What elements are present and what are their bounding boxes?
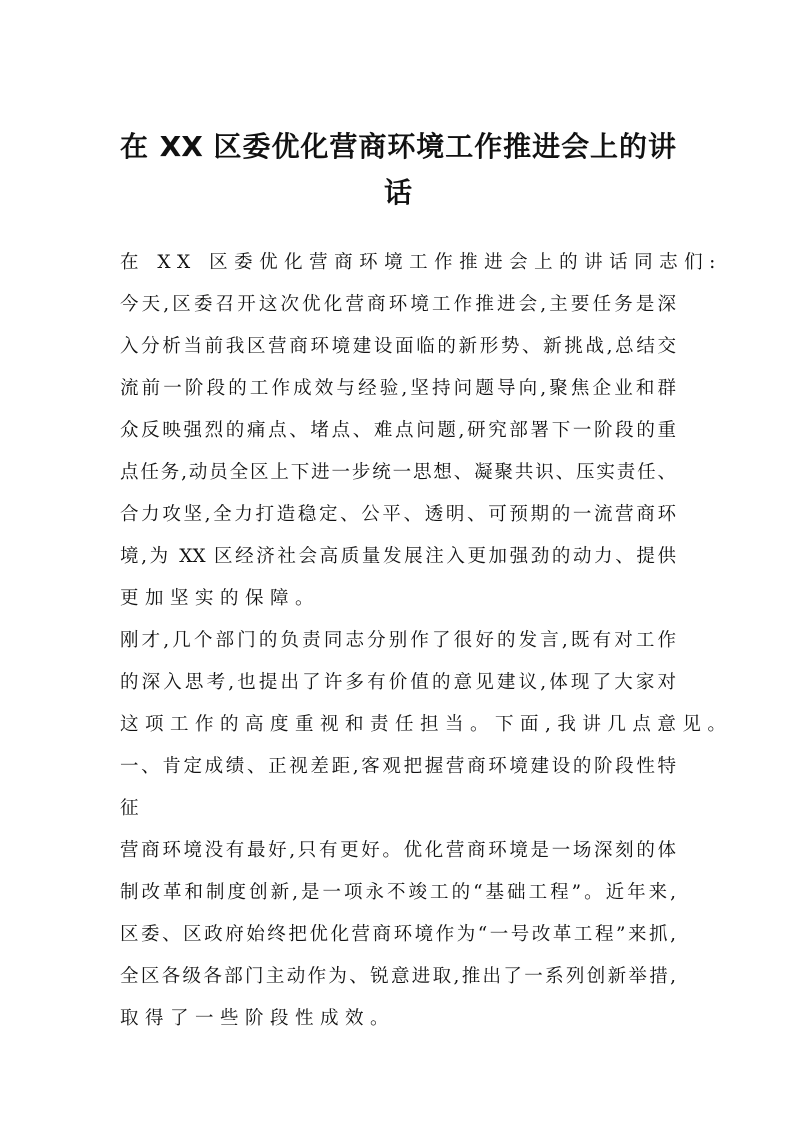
text-line: 营商环境没有最好,只有更好。优化营商环境是一场深刻的体: [120, 840, 676, 861]
text-line: 众反映强烈的痛点、堵点、难点问题,研究部署下一阶段的重: [120, 420, 676, 441]
text-line: 合力攻坚,全力打造稳定、公平、透明、可预期的一流营商环: [120, 504, 676, 525]
document-title: [120, 124, 676, 216]
text-line: 一、肯定成绩、正视差距,客观把握营商环境建设的阶段性特: [120, 756, 676, 777]
text-line: 刚才,几个部门的负责同志分别作了很好的发言,既有对工作: [120, 630, 676, 651]
text-line: 征: [120, 798, 146, 819]
title-line: 在 XX 区委优化营商环境工作推进会上的讲: [120, 130, 676, 163]
document-body: [120, 242, 733, 1040]
text-line: 点任务,动员全区上下进一步统一思想、凝聚共识、压实责任、: [120, 462, 676, 483]
text-line: 入分析当前我区营商环境建设面临的新形势、新挑战,总结交: [120, 336, 676, 357]
text-line: 今天,区委召开这次优化营商环境工作推进会,主要任务是深: [120, 294, 676, 315]
text-line: 更加坚实的保障。: [120, 588, 321, 609]
text-line: 取得了一些阶段性成效。: [120, 1008, 396, 1029]
text-line: 区委、区政府始终把优化营商环境作为“一号改革工程”来抓,: [120, 924, 676, 945]
text-line: 制改革和制度创新,是一项永不竣工的“基础工程”。近年来,: [120, 882, 676, 903]
paragraph: [120, 242, 722, 284]
paragraph: [120, 830, 676, 1040]
text-line: 这项工作的高度重视和责任担当。下面,我讲几点意见。: [120, 714, 733, 735]
text-line: 的深入思考,也提出了许多有价值的意见建议,体现了大家对: [120, 672, 676, 693]
paragraph: [120, 284, 676, 620]
paragraph: [120, 620, 733, 746]
text-line: 境,为 XX 区经济社会高质量发展注入更加强劲的动力、提供: [120, 546, 676, 567]
text-line: 全区各级各部门主动作为、锐意进取,推出了一系列创新举措,: [120, 966, 676, 987]
paragraph: [120, 746, 676, 830]
title-line: 话: [383, 176, 412, 209]
text-line: 在 XX 区委优化营商环境工作推进会上的讲话同志们:: [120, 252, 722, 273]
text-line: 流前一阶段的工作成效与经验,坚持问题导向,聚焦企业和群: [120, 378, 676, 399]
